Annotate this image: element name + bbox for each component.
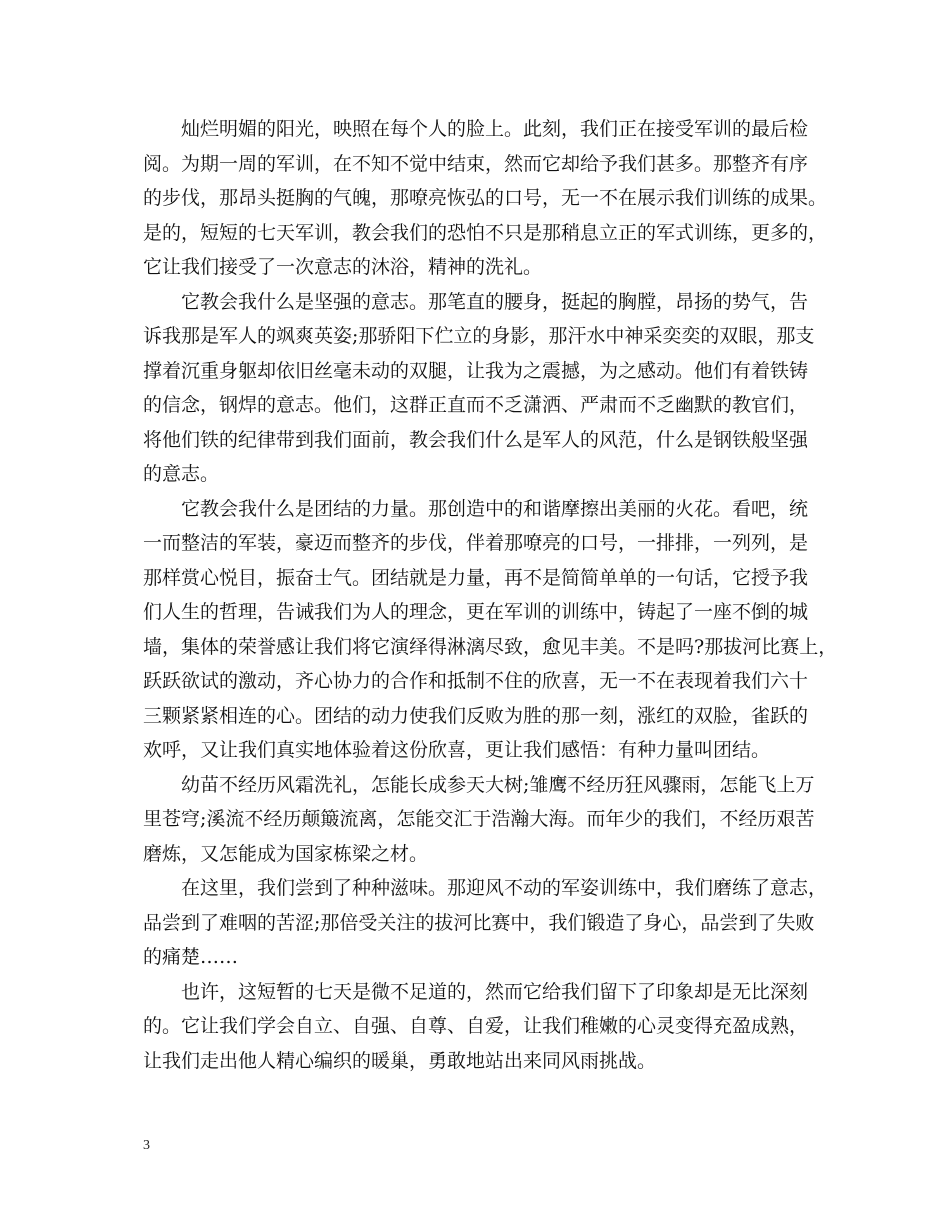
document-body [143,112,838,1078]
paragraph-3 [143,492,838,768]
text-line: 墙，集体的荣誉感让我们将它演绎得淋漓尽致，愈见丰美。不是吗?那拔河比赛上， [143,635,838,658]
text-line: 诉我那是军人的飒爽英姿;那骄阳下伫立的身影，那汗水中神采奕奕的双眼，那支 [143,325,815,347]
text-line: 那样赏心悦目，振奋士气。团结就是力量，再不是简简单单的一句话，它授予我 [143,566,809,589]
text-line: 的痛楚…… [143,946,239,968]
text-line: 的。它让我们学会自立、自强、自尊、自爱，让我们稚嫩的心灵变得充盈成熟， [143,1015,809,1037]
text-line: 它教会我什么是团结的力量。那创造中的和谐摩擦出美丽的火花。看吧，统 [181,497,809,520]
paragraph-1 [143,112,828,285]
text-line: 将他们铁的纪律带到我们面前，教会我们什么是军人的风范，什么是钢铁般坚强 [143,428,809,451]
paragraph-5 [143,871,828,975]
text-line: 幼苗不经历风霜洗礼，怎能长成参天大树;雏鹰不经历狂风骤雨，怎能飞上万 [181,773,815,796]
text-line: 也许，这短暂的七天是微不足道的，然而它给我们留下了印象却是无比深刻 [181,980,809,1003]
text-line: 灿烂明媚的阳光，映照在每个人的脸上。此刻，我们正在接受军训的最后检 [181,118,809,140]
text-line: 撑着沉重身躯却依旧丝毫未动的双腿，让我为之震撼，为之感动。他们有着铁铸 [143,359,809,382]
text-line: 的意志。 [143,463,220,485]
text-line: 阅。为期一周的军训，在不知不觉中结束，然而它却给予我们甚多。那整齐有序 [143,152,809,175]
text-line: 它教会我什么是坚强的意志。那笔直的腰身，挺起的胸膛，昂扬的势气，告 [181,290,809,313]
text-line: 的信念，钢焊的意志。他们，这群正直而不乏潇洒、严肃而不乏幽默的教官们， [143,394,809,416]
paragraph-4 [143,768,819,872]
text-line: 的步伐，那昂头挺胸的气魄，那嘹亮恢弘的口号，无一不在展示我们训练的成果。 [143,187,828,209]
paragraph-6 [143,975,819,1079]
text-line: 品尝到了难咽的苦涩;那倍受关注的拔河比赛中，我们锻造了身心，品尝到了失败 [143,911,815,934]
text-line: 们人生的哲理，告诫我们为人的理念，更在军训的训练中，铸起了一座不倒的城 [143,601,809,623]
text-line: 让我们走出他人精心编织的暖巢，勇敢地站出来同风雨挑战。 [143,1049,657,1072]
text-line: 是的，短短的七天军训，教会我们的恐怕不只是那稍息立正的军式训练，更多的， [143,221,828,244]
text-line: 欢呼，又让我们真实地体验着这份欣喜，更让我们感悟：有种力量叫团结。 [143,739,771,761]
paragraph-2 [143,285,819,492]
text-line: 在这里，我们尝到了种种滋味。那迎风不动的军姿训练中，我们磨练了意志， [181,877,828,899]
text-line: 跃跃欲试的激动，齐心协力的合作和抵制不住的欣喜，无一不在表现着我们六十 [143,670,809,692]
text-line: 三颗紧紧相连的心。团结的动力使我们反败为胜的那一刻，涨红的双脸，雀跃的 [143,704,809,727]
text-line: 磨炼，又怎能成为国家栋梁之材。 [143,842,429,865]
text-line: 一而整洁的军装，豪迈而整齐的步伐，伴着那嘹亮的口号，一排排，一列列，是 [143,532,809,554]
page-number: 3 [143,1138,150,1153]
text-line: 里苍穹;溪流不经历颠簸流离，怎能交汇于浩瀚大海。而年少的我们，不经历艰苦 [143,808,815,830]
text-line: 它让我们接受了一次意志的沐浴，精神的洗礼。 [143,256,543,278]
